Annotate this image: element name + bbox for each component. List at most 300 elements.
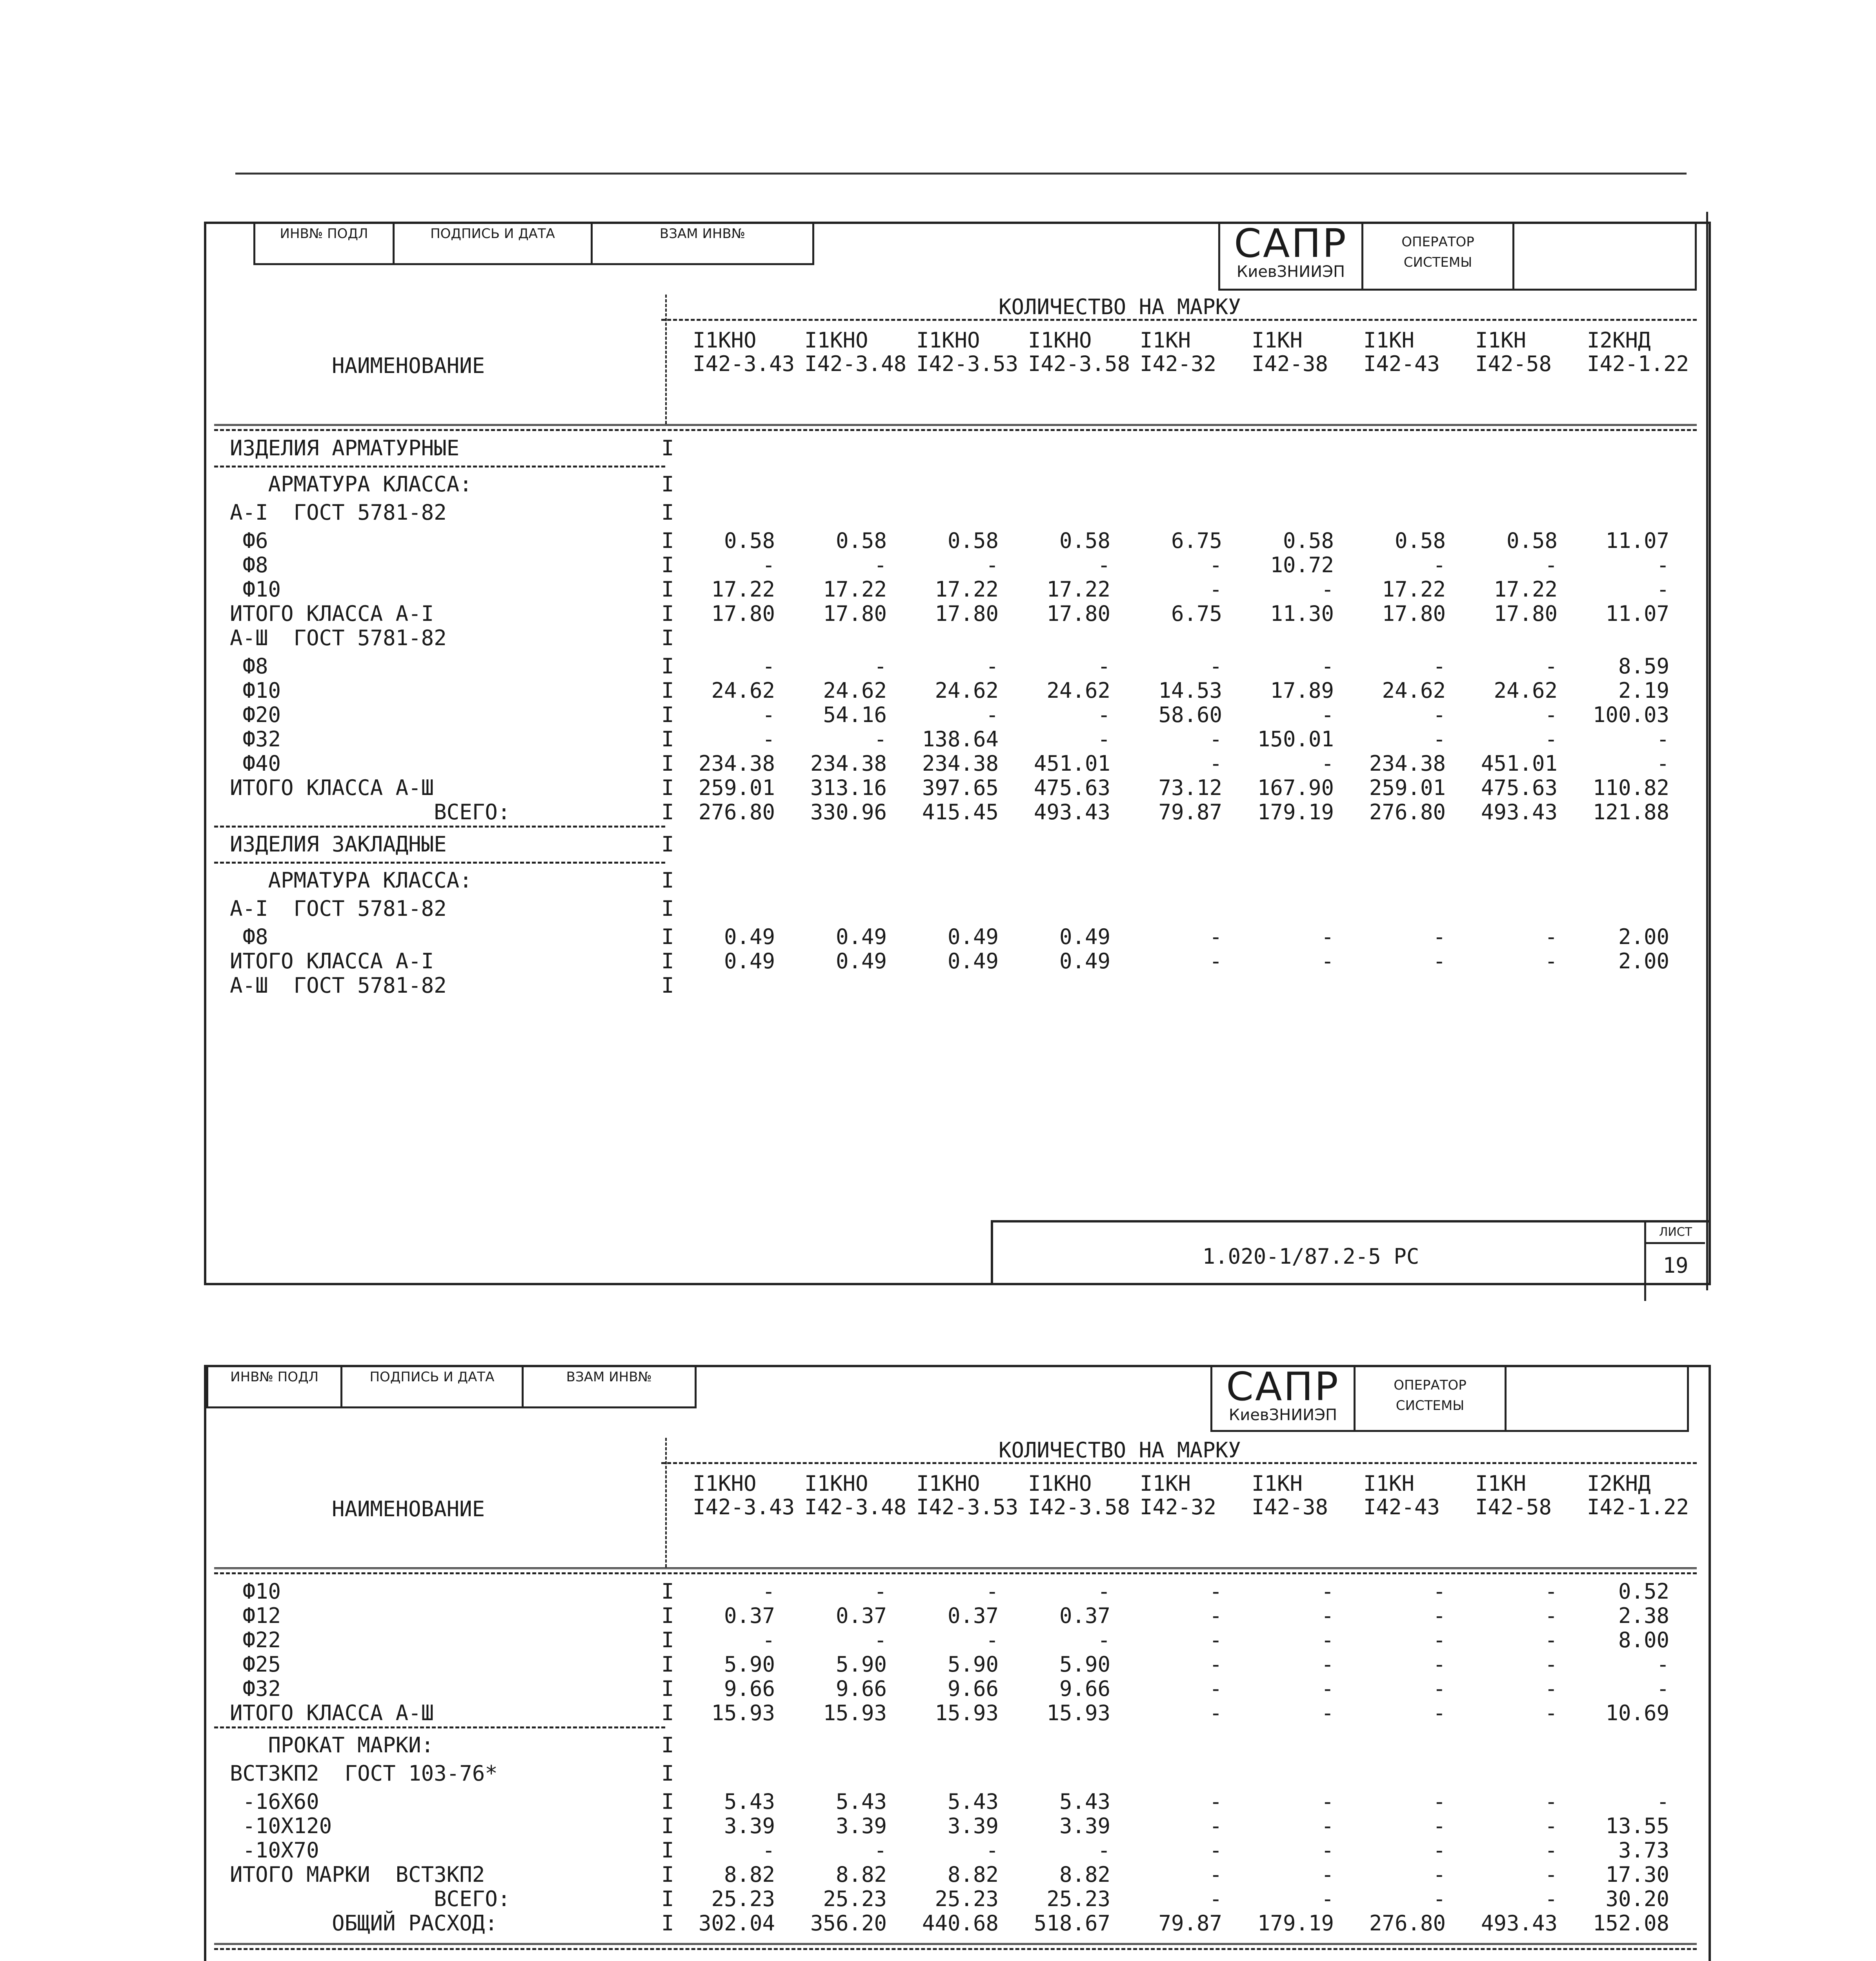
cell-value: 0.58 <box>1283 528 1334 553</box>
operator-line2: СИСТЕМЫ <box>1403 255 1472 270</box>
table-row <box>214 626 1705 650</box>
row-marker: I <box>661 500 674 525</box>
mark-code-line2: I42-58 <box>1475 351 1552 376</box>
cell-value: 30.20 <box>1605 1886 1669 1911</box>
cell-value: 8.82 <box>1059 1862 1110 1887</box>
cell-value: 0.37 <box>947 1603 999 1628</box>
cell-value: 518.67 <box>1034 1911 1110 1936</box>
table-row <box>214 1886 1705 1911</box>
cell-value: - <box>1209 949 1222 973</box>
cell-value: 0.58 <box>1059 528 1110 553</box>
cell-value: 138.64 <box>922 727 999 751</box>
row-marker: I <box>661 1838 674 1863</box>
cell-value: 25.23 <box>711 1886 775 1911</box>
row-name: ИЗДЕЛИЯ АРМАТУРНЫЕ <box>230 436 460 460</box>
table-row <box>214 1814 1705 1838</box>
cell-value: 3.39 <box>947 1814 999 1838</box>
row-marker: I <box>661 1603 674 1628</box>
mark-code-line2: I42-43 <box>1363 351 1440 376</box>
cell-value: 2.38 <box>1618 1603 1669 1628</box>
mark-code-line2: I42-3.58 <box>1028 1495 1130 1519</box>
cell-value: - <box>1209 654 1222 679</box>
row-marker: I <box>661 601 674 626</box>
cell-value: - <box>986 702 999 727</box>
cell-value: 8.82 <box>724 1862 775 1887</box>
cell-value: - <box>1209 1886 1222 1911</box>
mark-code-line2: I42-32 <box>1140 1495 1217 1519</box>
cell-value: 79.87 <box>1158 1911 1222 1936</box>
cell-value: - <box>1433 949 1446 973</box>
cell-value: - <box>762 654 775 679</box>
cell-value: 24.62 <box>1046 678 1110 703</box>
cell-value: 0.58 <box>835 528 887 553</box>
cell-value: - <box>1545 1838 1558 1863</box>
cell-value: - <box>1209 1701 1222 1725</box>
row-marker: I <box>661 1628 674 1652</box>
cell-value: 451.01 <box>1481 751 1558 776</box>
cell-value: - <box>986 1628 999 1652</box>
cell-value: - <box>762 1579 775 1604</box>
table-row <box>214 775 1705 800</box>
cell-value: - <box>1209 1862 1222 1887</box>
cell-value: 17.22 <box>1494 577 1558 602</box>
mark-code-line1: I1КН <box>1252 1471 1303 1496</box>
cell-value: - <box>1209 577 1222 602</box>
cell-value: 5.43 <box>1059 1789 1110 1814</box>
cell-value: 25.23 <box>823 1886 887 1911</box>
header-rule <box>214 424 1697 431</box>
cell-value: - <box>1433 1862 1446 1887</box>
cell-value: - <box>1321 654 1334 679</box>
mark-code-line2: I42-38 <box>1252 1495 1328 1519</box>
cell-value: 8.82 <box>835 1862 887 1887</box>
qty-title: КОЛИЧЕСТВО НА МАРКУ <box>999 1438 1241 1463</box>
cell-value: 6.75 <box>1171 528 1222 553</box>
cell-value: 0.58 <box>1506 528 1558 553</box>
cell-value: - <box>874 1579 887 1604</box>
cell-value: - <box>1321 924 1334 949</box>
cell-value: - <box>1545 1579 1558 1604</box>
mark-code-line2: I42-38 <box>1252 351 1328 376</box>
table-row <box>214 601 1705 626</box>
cell-value: 8.00 <box>1618 1628 1669 1652</box>
cell-value: 3.73 <box>1618 1838 1669 1863</box>
row-marker: I <box>661 1761 674 1786</box>
cell-value: 475.63 <box>1034 775 1110 800</box>
row-name: ИТОГО МАРКИ ВСТ3КП2 <box>230 1862 485 1887</box>
cell-value: - <box>1433 727 1446 751</box>
operator-label <box>1356 1367 1507 1430</box>
cell-value: - <box>1209 1838 1222 1863</box>
cell-value: - <box>1321 1628 1334 1652</box>
cell-value: - <box>1321 1814 1334 1838</box>
cell-value: - <box>1433 553 1446 577</box>
cell-value: 493.43 <box>1034 800 1110 824</box>
table-row <box>214 654 1705 678</box>
cell-value: - <box>1209 727 1222 751</box>
cell-value: 24.62 <box>823 678 887 703</box>
cell-value: - <box>1433 1579 1446 1604</box>
cell-value: - <box>1545 1862 1558 1887</box>
cell-value: 17.89 <box>1270 678 1334 703</box>
operator-line1: ОПЕРАТОР <box>1394 1377 1467 1393</box>
row-marker: I <box>661 1579 674 1604</box>
cell-value: 234.38 <box>698 751 775 776</box>
cell-value: 5.90 <box>835 1652 887 1677</box>
cell-value: 0.58 <box>1394 528 1446 553</box>
cell-value: 14.53 <box>1158 678 1222 703</box>
vzam-label: ВЗАМ ИНВ№ <box>566 1369 652 1385</box>
cell-value: - <box>1656 577 1669 602</box>
row-marker: I <box>661 727 674 751</box>
cell-value: 17.80 <box>935 601 999 626</box>
cell-value: 276.80 <box>1369 800 1446 824</box>
cell-value: - <box>1097 727 1110 751</box>
row-name: Ф22 <box>230 1628 281 1652</box>
cell-value: - <box>1545 949 1558 973</box>
table-row <box>214 727 1705 751</box>
cell-value: - <box>1433 1789 1446 1814</box>
row-name: Ф25 <box>230 1652 281 1677</box>
mark-code-line1: I1КН <box>1363 1471 1415 1496</box>
cell-value: 5.43 <box>724 1789 775 1814</box>
approval-stamp <box>206 1365 697 1408</box>
cell-value: 276.80 <box>1369 1911 1446 1936</box>
cell-value: 15.93 <box>711 1701 775 1725</box>
row-name: -16Х60 <box>230 1789 319 1814</box>
cell-value: 3.39 <box>835 1814 887 1838</box>
cell-value: 100.03 <box>1592 702 1669 727</box>
cell-value: 17.22 <box>935 577 999 602</box>
cell-value: 234.38 <box>922 751 999 776</box>
sheet-19 <box>204 222 1711 1285</box>
cell-value: - <box>762 702 775 727</box>
mark-code-line2: I42-43 <box>1363 1495 1440 1519</box>
sapr-logo <box>1212 1364 1356 1430</box>
table-row <box>214 832 1705 856</box>
cell-value: 0.37 <box>835 1603 887 1628</box>
mark-code-line1: I1КНО <box>804 328 868 353</box>
vzam-label: ВЗАМ ИНВ№ <box>659 226 746 242</box>
cell-value: - <box>1433 1886 1446 1911</box>
mark-code-line2: I42-3.43 <box>693 351 795 376</box>
name-column-header: НАИМЕНОВАНИЕ <box>332 1497 485 1521</box>
cell-value: 8.82 <box>947 1862 999 1887</box>
cell-value: 167.90 <box>1257 775 1334 800</box>
cell-value: - <box>1545 1814 1558 1838</box>
cell-value: 5.90 <box>1059 1652 1110 1677</box>
cell-value: - <box>1209 924 1222 949</box>
table-row <box>214 1579 1705 1603</box>
row-marker: I <box>661 654 674 679</box>
cell-value: 24.62 <box>935 678 999 703</box>
cell-value: 0.49 <box>835 949 887 973</box>
cell-value: 24.62 <box>1494 678 1558 703</box>
cell-value: - <box>1545 702 1558 727</box>
cell-value: 415.45 <box>922 800 999 824</box>
cell-value: 54.16 <box>823 702 887 727</box>
mark-code-line1: I1КН <box>1475 1471 1527 1496</box>
row-marker: I <box>661 800 674 824</box>
cell-value: 0.49 <box>947 924 999 949</box>
cell-value: 17.22 <box>1046 577 1110 602</box>
cell-value: 397.65 <box>922 775 999 800</box>
row-name: -10Х70 <box>230 1838 319 1863</box>
table-row <box>214 1652 1705 1676</box>
cell-value: 79.87 <box>1158 800 1222 824</box>
cell-value: - <box>1209 1579 1222 1604</box>
table-row <box>214 472 1705 496</box>
table-row <box>214 702 1705 727</box>
table-row <box>214 436 1705 460</box>
column-separator <box>665 295 667 424</box>
row-name: Ф6 <box>230 528 268 553</box>
sheet-label: ЛИСТ <box>1646 1222 1705 1244</box>
cell-value: - <box>1321 1652 1334 1677</box>
cell-value: 276.80 <box>698 800 775 824</box>
cell-value: - <box>1545 654 1558 679</box>
cell-value: - <box>1209 553 1222 577</box>
table-row <box>214 1676 1705 1701</box>
cell-value: 17.22 <box>823 577 887 602</box>
mark-code-line2: I42-3.58 <box>1028 351 1130 376</box>
sheet-number-box <box>1644 1222 1705 1301</box>
mark-code-line2: I42-58 <box>1475 1495 1552 1519</box>
cell-value: 493.43 <box>1481 1911 1558 1936</box>
row-marker: I <box>661 949 674 973</box>
row-name: ИЗДЕЛИЯ ЗАКЛАДНЫЕ <box>230 832 447 857</box>
row-name: ИТОГО КЛАССА А-I <box>230 601 434 626</box>
row-marker: I <box>661 1701 674 1725</box>
mark-code-line2: I42-1.22 <box>1587 1495 1689 1519</box>
section-divider <box>214 466 665 468</box>
cell-value: - <box>1433 702 1446 727</box>
cell-value: 25.23 <box>935 1886 999 1911</box>
row-name: Ф10 <box>230 577 281 602</box>
cell-value: - <box>1321 1676 1334 1701</box>
row-name: Ф10 <box>230 678 281 703</box>
row-name: Ф32 <box>230 1676 281 1701</box>
table-row <box>214 528 1705 553</box>
cell-value: 259.01 <box>698 775 775 800</box>
cell-value: 2.00 <box>1618 949 1669 973</box>
mark-code-line1: I1КНО <box>916 328 980 353</box>
cell-value: 0.49 <box>724 949 775 973</box>
cell-value: - <box>1321 751 1334 776</box>
cell-value: 9.66 <box>1059 1676 1110 1701</box>
cell-value: 17.80 <box>1046 601 1110 626</box>
cell-value: 234.38 <box>810 751 887 776</box>
row-marker: I <box>661 472 674 497</box>
table-row <box>214 868 1705 892</box>
cell-value: - <box>1321 1886 1334 1911</box>
table-row <box>214 973 1705 997</box>
cell-value: 17.30 <box>1605 1862 1669 1887</box>
cell-value: - <box>1656 553 1669 577</box>
row-name: Ф8 <box>230 553 268 577</box>
top-rule <box>235 173 1687 175</box>
cell-value: - <box>1433 1628 1446 1652</box>
sapr-org: КиевЗНИИЭП <box>1228 1406 1337 1424</box>
cell-value: - <box>1545 1652 1558 1677</box>
table-row <box>214 553 1705 577</box>
row-name: Ф32 <box>230 727 281 751</box>
table-row <box>214 500 1705 524</box>
cell-value: - <box>1433 654 1446 679</box>
cell-value: - <box>986 1838 999 1863</box>
cell-value: - <box>1321 1603 1334 1628</box>
cell-value: 0.37 <box>724 1603 775 1628</box>
mark-code-line1: I1КНО <box>693 328 757 353</box>
row-name: ВСЕГО: <box>230 1886 511 1911</box>
cell-value: - <box>1321 577 1334 602</box>
operator-line2: СИСТЕМЫ <box>1396 1398 1465 1413</box>
cell-value: 5.90 <box>947 1652 999 1677</box>
cell-value: 17.22 <box>711 577 775 602</box>
cell-value: 10.69 <box>1605 1701 1669 1725</box>
cell-value: 8.59 <box>1618 654 1669 679</box>
sign-label: ПОДПИСЬ И ДАТА <box>395 224 593 263</box>
sheet-number: 19 <box>1663 1253 1689 1278</box>
table-row <box>214 1701 1705 1725</box>
row-name: Ф8 <box>230 654 268 679</box>
row-name: А-I ГОСТ 5781-82 <box>230 896 447 921</box>
cell-value: 11.30 <box>1270 601 1334 626</box>
sapr-block <box>1210 1365 1689 1432</box>
cell-value: 17.80 <box>1494 601 1558 626</box>
cell-value: - <box>1097 654 1110 679</box>
cell-value: 179.19 <box>1257 800 1334 824</box>
sapr-block <box>1218 222 1697 291</box>
table-end-rule <box>214 1943 1697 1950</box>
cell-value: - <box>1321 1862 1334 1887</box>
row-marker: I <box>661 1862 674 1887</box>
row-marker: I <box>661 1676 674 1701</box>
table-row <box>214 924 1705 949</box>
mark-code-line1: I1КНО <box>804 1471 868 1496</box>
row-marker: I <box>661 577 674 602</box>
cell-value: 13.55 <box>1605 1814 1669 1838</box>
sheet-20 <box>204 1365 1711 1961</box>
cell-value: 234.38 <box>1369 751 1446 776</box>
cell-value: - <box>874 553 887 577</box>
cell-value: 0.49 <box>835 924 887 949</box>
section-divider <box>214 862 665 864</box>
right-margin-rule <box>1706 212 1708 1290</box>
row-marker: I <box>661 832 674 857</box>
row-name: ОБЩИЙ РАСХОД: <box>230 1911 498 1936</box>
mark-code-line1: I1КН <box>1140 328 1191 353</box>
cell-value: - <box>986 1579 999 1604</box>
table-row <box>214 800 1705 824</box>
cell-value: - <box>1209 1676 1222 1701</box>
cell-value: - <box>1209 1628 1222 1652</box>
cell-value: - <box>874 1628 887 1652</box>
cell-value: - <box>1433 1676 1446 1701</box>
mark-code-line1: I1КН <box>1252 328 1303 353</box>
row-name: АРМАТУРА КЛАССА: <box>230 472 472 497</box>
sapr-blank <box>1514 224 1695 289</box>
row-marker: I <box>661 973 674 998</box>
cell-value: 15.93 <box>935 1701 999 1725</box>
row-name: ИТОГО КЛАССА А-Ш <box>230 775 434 800</box>
table-row <box>214 1628 1705 1652</box>
cell-value: - <box>1545 1603 1558 1628</box>
table-row <box>214 1862 1705 1886</box>
cell-value: - <box>1321 1579 1334 1604</box>
cell-value: - <box>1433 1701 1446 1725</box>
header-rule <box>214 1567 1697 1574</box>
table-row <box>214 1911 1705 1935</box>
cell-value: - <box>1433 1838 1446 1863</box>
cell-value: 17.80 <box>823 601 887 626</box>
table-row <box>214 949 1705 973</box>
cell-value: - <box>1097 1579 1110 1604</box>
sapr-title: САПР <box>1234 220 1348 266</box>
operator-line1: ОПЕРАТОР <box>1401 234 1474 250</box>
cell-value: - <box>1433 1814 1446 1838</box>
row-marker: I <box>661 702 674 727</box>
row-marker: I <box>661 1733 674 1757</box>
cell-value: - <box>1545 1676 1558 1701</box>
row-name: Ф40 <box>230 751 281 776</box>
cell-value: 6.75 <box>1171 601 1222 626</box>
title-block-19 <box>991 1220 1711 1285</box>
cell-value: 25.23 <box>1046 1886 1110 1911</box>
cell-value: 440.68 <box>922 1911 999 1936</box>
row-name: ИТОГО КЛАССА А-I <box>230 949 434 973</box>
cell-value: 3.39 <box>1059 1814 1110 1838</box>
cell-value: - <box>1209 1603 1222 1628</box>
row-marker: I <box>661 775 674 800</box>
cell-value: - <box>986 654 999 679</box>
cell-value: 0.37 <box>1059 1603 1110 1628</box>
row-marker: I <box>661 436 674 460</box>
cell-value: - <box>1545 1886 1558 1911</box>
row-name: Ф12 <box>230 1603 281 1628</box>
sapr-blank <box>1507 1367 1687 1430</box>
cell-value: 15.93 <box>1046 1701 1110 1725</box>
row-name: А-I ГОСТ 5781-82 <box>230 500 447 525</box>
cell-value: - <box>762 727 775 751</box>
row-marker: I <box>661 751 674 776</box>
cell-value: - <box>1321 1838 1334 1863</box>
qty-title: КОЛИЧЕСТВО НА МАРКУ <box>999 295 1241 319</box>
table-row <box>214 678 1705 702</box>
cell-value: - <box>1656 1652 1669 1677</box>
cell-value: - <box>762 553 775 577</box>
cell-value: - <box>1545 924 1558 949</box>
cell-value: - <box>762 1628 775 1652</box>
mark-code-line1: I1КН <box>1140 1471 1191 1496</box>
sapr-logo <box>1220 220 1363 289</box>
cell-value: 110.82 <box>1592 775 1669 800</box>
cell-value: 0.52 <box>1618 1579 1669 1604</box>
cell-value: 2.00 <box>1618 924 1669 949</box>
cell-value: - <box>1097 1628 1110 1652</box>
cell-value: 11.07 <box>1605 528 1669 553</box>
row-marker: I <box>661 896 674 921</box>
cell-value: - <box>1656 727 1669 751</box>
cell-value: 24.62 <box>711 678 775 703</box>
table-row <box>214 1761 1705 1785</box>
cell-value: 150.01 <box>1257 727 1334 751</box>
cell-value: 313.16 <box>810 775 887 800</box>
table-row <box>214 1789 1705 1814</box>
column-separator <box>665 1438 667 1567</box>
sapr-org: КиевЗНИИЭП <box>1236 263 1345 281</box>
cell-value: 475.63 <box>1481 775 1558 800</box>
